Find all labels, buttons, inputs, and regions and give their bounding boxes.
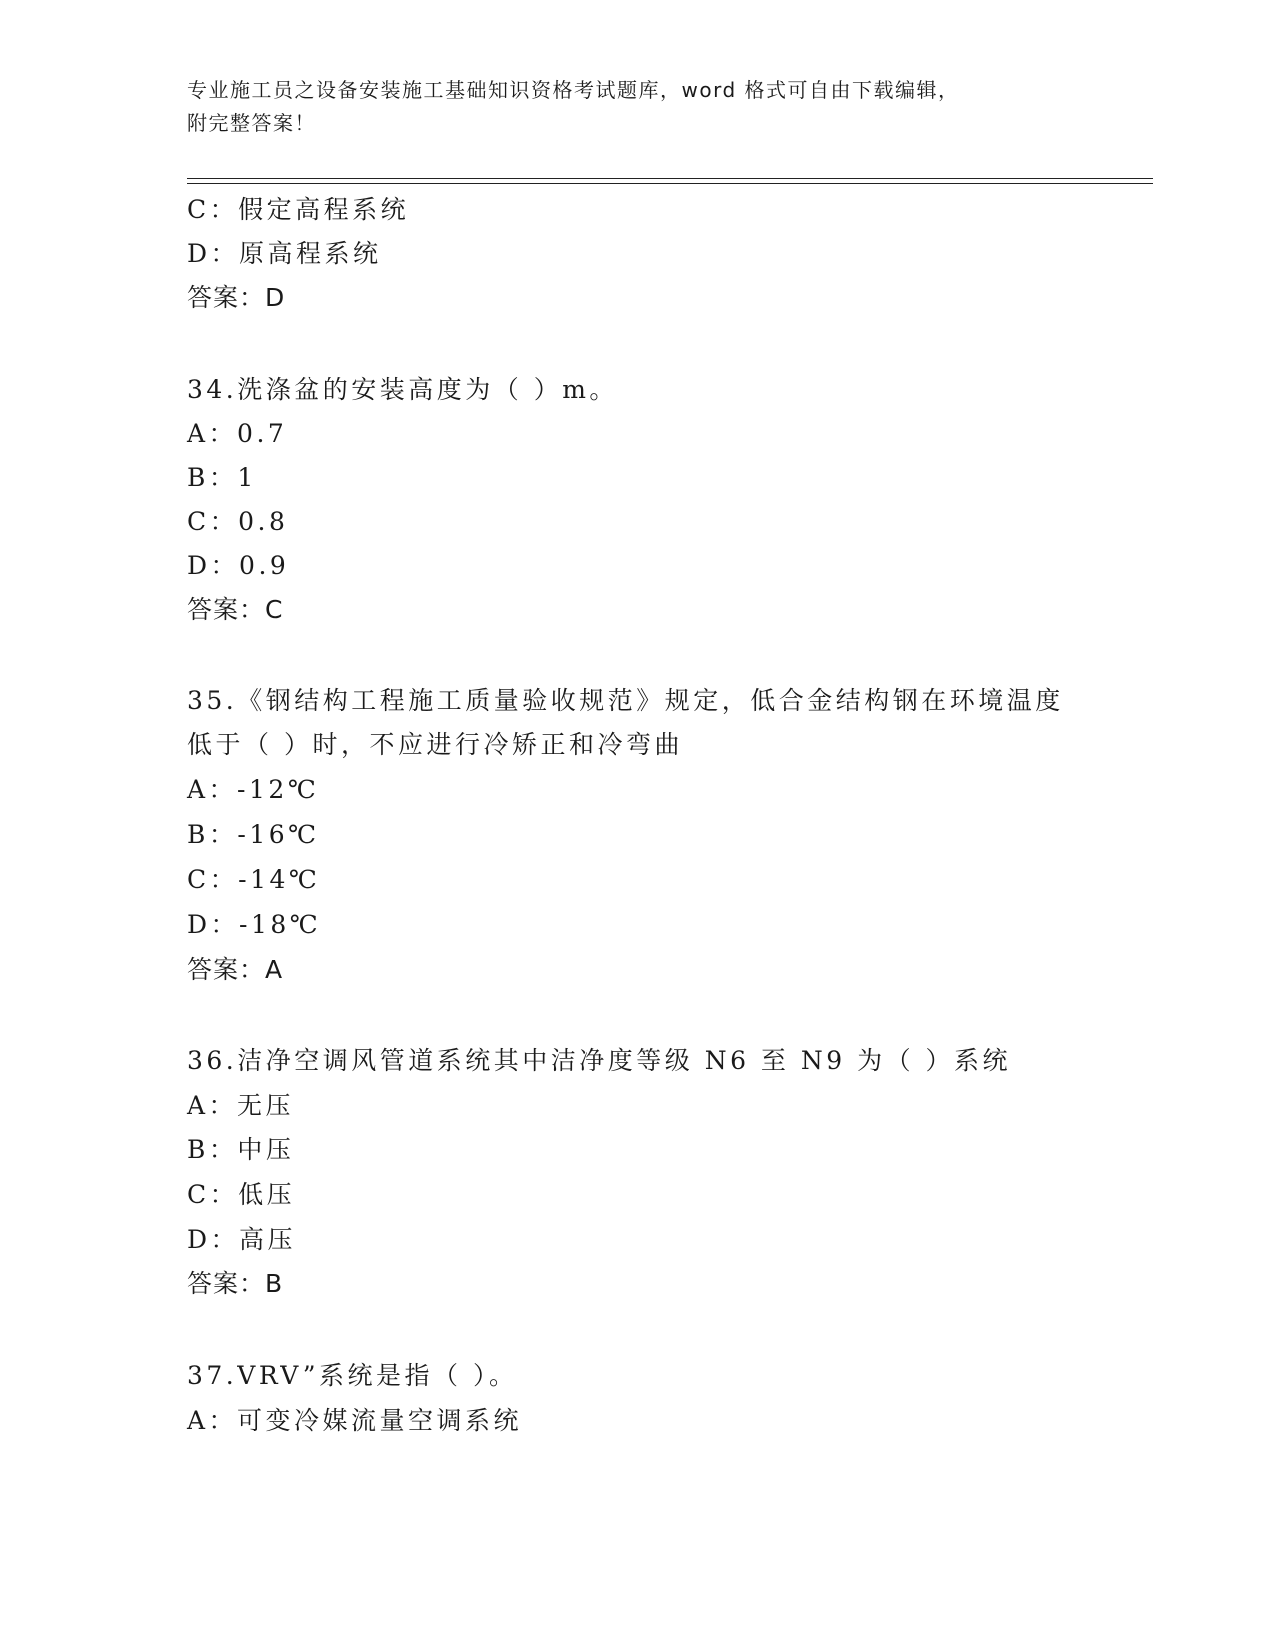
option-d-prev: D：原高程系统 (187, 239, 382, 268)
header-divider-top (187, 178, 1153, 179)
question-37: 37.VRV”系统是指（ ）。 (187, 1361, 518, 1390)
document-header (187, 74, 1087, 140)
question-35-line-2: 低于（ ）时，不应进行冷矫正和冷弯曲 (187, 730, 683, 759)
question-36: 36.洁净空调风管道系统其中洁净度等级 N6 至 N9 为（ ）系统 (187, 1046, 1012, 1075)
q35-answer: 答案：A (187, 955, 284, 984)
q34-option-b: B：1 (187, 463, 257, 492)
q35-option-c: C：-14℃ (187, 865, 321, 894)
answer-prev: 答案：D (187, 283, 286, 312)
q34-option-a: A：0.7 (187, 419, 288, 448)
q36-option-d: D：高压 (187, 1225, 297, 1254)
q34-answer: 答案：C (187, 595, 284, 624)
q36-option-b: B：中压 (187, 1135, 295, 1164)
question-34: 34.洗涤盆的安装高度为（ ）m。 (187, 375, 618, 404)
option-c-prev: C：假定高程系统 (187, 195, 410, 224)
header-divider-bottom (187, 183, 1153, 184)
question-35-line-1: 35.《钢结构工程施工质量验收规范》规定，低合金结构钢在环境温度 (187, 686, 1064, 715)
q36-option-a: A：无压 (187, 1091, 295, 1120)
q34-option-c: C：0.8 (187, 507, 289, 536)
q36-option-c: C：低压 (187, 1180, 296, 1209)
header-line-1: 专业施工员之设备安装施工基础知识资格考试题库，word 格式可自由下载编辑， (187, 78, 960, 102)
header-line-2: 附完整答案！ (187, 111, 316, 135)
q37-option-a: A：可变冷媒流量空调系统 (187, 1406, 523, 1435)
q35-option-d: D：-18℃ (187, 910, 322, 939)
q34-option-d: D：0.9 (187, 551, 290, 580)
q35-option-a: A：-12℃ (187, 775, 320, 804)
q35-option-b: B：-16℃ (187, 820, 320, 849)
q36-answer: 答案：B (187, 1269, 284, 1298)
